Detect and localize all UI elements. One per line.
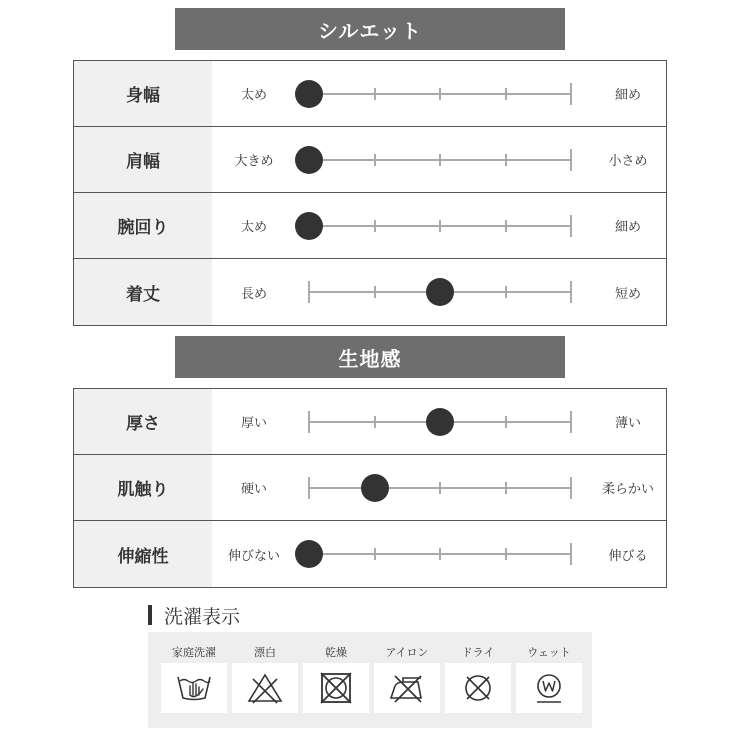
fabric-title: 生地感 xyxy=(338,346,402,371)
table-row xyxy=(74,389,666,455)
scale-marker xyxy=(295,212,323,240)
no-bleach-icon xyxy=(245,671,285,705)
silhouette-banner xyxy=(175,8,565,50)
table-row xyxy=(74,193,666,259)
wash-item-tumble-dry xyxy=(303,632,369,728)
wash-label: ドライ xyxy=(461,646,495,659)
washing-panel xyxy=(148,632,592,728)
scale-tick xyxy=(505,416,507,428)
scale-tick xyxy=(374,220,376,232)
wash-symbol-box xyxy=(374,663,440,713)
scale-right-word: 柔らかい xyxy=(601,482,654,497)
row-label: 腕回り xyxy=(74,193,212,258)
fabric-table xyxy=(73,388,667,588)
scale-left-word: 硬い xyxy=(240,482,267,497)
washing-title-text: 洗濯表示 xyxy=(164,605,241,628)
scale-tick xyxy=(374,548,376,560)
table-row xyxy=(74,127,666,193)
no-tumble-dry-icon xyxy=(316,671,356,705)
scale-marker xyxy=(361,474,389,502)
scale-tick xyxy=(570,149,572,171)
scale-left-word: 長め xyxy=(240,286,267,302)
wet-clean-icon xyxy=(529,671,569,705)
wash-symbol-box xyxy=(516,663,582,713)
wash-label: ウェット xyxy=(527,646,571,659)
scale-right-word: 薄い xyxy=(614,416,641,431)
scale-right-word: 細め xyxy=(614,88,641,103)
title-bar xyxy=(148,605,152,625)
table-row xyxy=(74,521,666,587)
no-dry-clean-icon xyxy=(458,671,498,705)
scale-tick xyxy=(374,88,376,100)
row-label: 着丈 xyxy=(74,259,212,325)
scale-tick xyxy=(308,477,310,499)
scale-right-word: 細め xyxy=(614,220,641,235)
rating-scale xyxy=(309,455,571,520)
scale-tick xyxy=(439,548,441,560)
row-label: 肩幅 xyxy=(74,127,212,192)
scale-tick xyxy=(439,482,441,494)
scale-right-word: 短め xyxy=(614,286,641,302)
scale-tick xyxy=(570,83,572,105)
wash-label: 家庭洗濯 xyxy=(172,646,216,659)
scale-tick xyxy=(505,548,507,560)
scale-tick xyxy=(374,286,376,298)
scale-tick xyxy=(374,154,376,166)
scale-left-word: 大きめ xyxy=(234,154,274,169)
scale-left-word: 太め xyxy=(240,88,267,103)
rating-scale xyxy=(309,127,571,192)
wash-item-iron xyxy=(374,632,440,728)
rating-scale xyxy=(309,259,571,325)
scale-tick xyxy=(505,154,507,166)
scale-tick xyxy=(439,220,441,232)
wash-symbol-box xyxy=(161,663,227,713)
row-label: 伸縮性 xyxy=(74,521,212,587)
scale-left-word: 太め xyxy=(240,220,267,235)
scale-left-word: 厚い xyxy=(240,416,267,431)
scale-tick xyxy=(505,220,507,232)
washing-title xyxy=(148,603,240,627)
rating-scale xyxy=(309,521,571,587)
scale-right-word: 伸びる xyxy=(608,548,648,564)
row-label: 厚さ xyxy=(74,389,212,454)
silhouette-table xyxy=(73,60,667,326)
scale-tick xyxy=(570,215,572,237)
no-iron-icon xyxy=(387,671,427,705)
scale-tick xyxy=(505,88,507,100)
scale-tick xyxy=(505,482,507,494)
scale-tick xyxy=(439,88,441,100)
scale-tick xyxy=(308,411,310,433)
table-row xyxy=(74,259,666,325)
scale-tick xyxy=(374,416,376,428)
scale-tick xyxy=(505,286,507,298)
wash-item-home-wash xyxy=(161,632,227,728)
row-label: 身幅 xyxy=(74,61,212,126)
fabric-banner xyxy=(175,336,565,378)
scale-tick xyxy=(439,154,441,166)
scale-tick xyxy=(570,543,572,565)
table-row xyxy=(74,455,666,521)
wash-label: 乾燥 xyxy=(325,646,347,659)
rating-scale xyxy=(309,389,571,454)
scale-tick xyxy=(308,281,310,303)
wash-item-wet-clean xyxy=(516,632,582,728)
silhouette-title: シルエット xyxy=(317,18,423,43)
scale-tick xyxy=(570,477,572,499)
rating-scale xyxy=(309,61,571,126)
wash-symbol-box xyxy=(445,663,511,713)
wash-symbol-box xyxy=(232,663,298,713)
scale-marker xyxy=(295,80,323,108)
wash-label: アイロン xyxy=(385,646,429,659)
wash-label: 漂白 xyxy=(254,646,276,659)
scale-marker xyxy=(295,540,323,568)
rating-scale xyxy=(309,193,571,258)
table-row xyxy=(74,61,666,127)
wash-item-bleach xyxy=(232,632,298,728)
scale-right-word: 小さめ xyxy=(608,154,648,169)
scale-tick xyxy=(570,411,572,433)
wash-symbol-box xyxy=(303,663,369,713)
scale-marker xyxy=(426,278,454,306)
scale-left-word: 伸びない xyxy=(227,548,280,564)
row-label: 肌触り xyxy=(74,455,212,520)
scale-tick xyxy=(570,281,572,303)
scale-marker xyxy=(295,146,323,174)
hand-wash-icon xyxy=(174,671,214,705)
wash-item-dry-clean xyxy=(445,632,511,728)
scale-marker xyxy=(426,408,454,436)
